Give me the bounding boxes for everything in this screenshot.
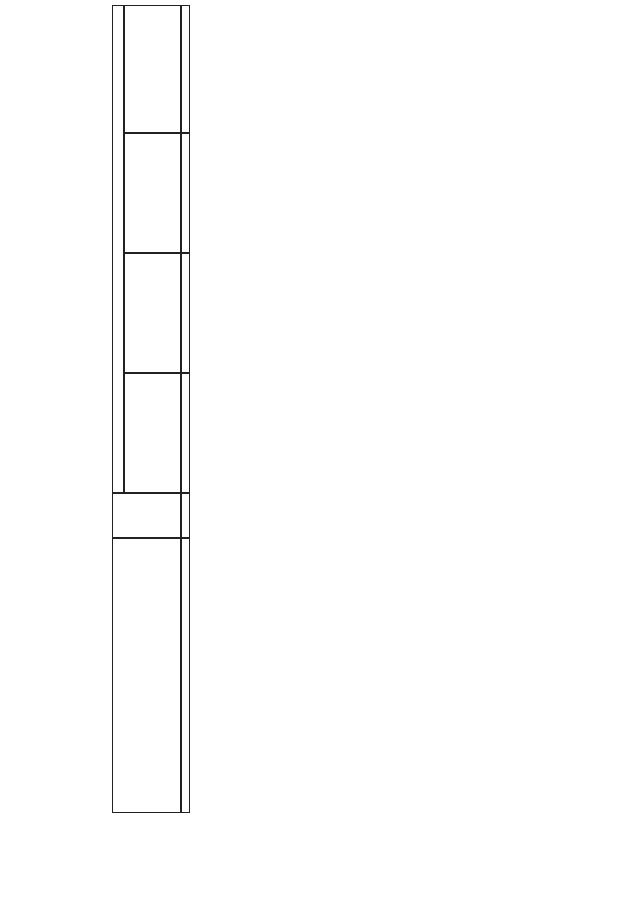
allocation-table — [112, 5, 528, 813]
header-code — [112, 493, 181, 538]
column-number-5 — [181, 133, 190, 253]
column-number-6 — [181, 5, 190, 133]
column-number-3 — [181, 373, 190, 493]
header-period-3 — [124, 133, 181, 253]
column-number-1 — [181, 538, 190, 813]
header-period-4 — [124, 5, 181, 133]
header-volume-group — [112, 5, 124, 493]
column-number-2 — [181, 493, 190, 538]
column-number-4 — [181, 253, 190, 373]
header-indicator — [112, 538, 181, 813]
header-period-1 — [124, 373, 181, 493]
header-period-2 — [124, 253, 181, 373]
